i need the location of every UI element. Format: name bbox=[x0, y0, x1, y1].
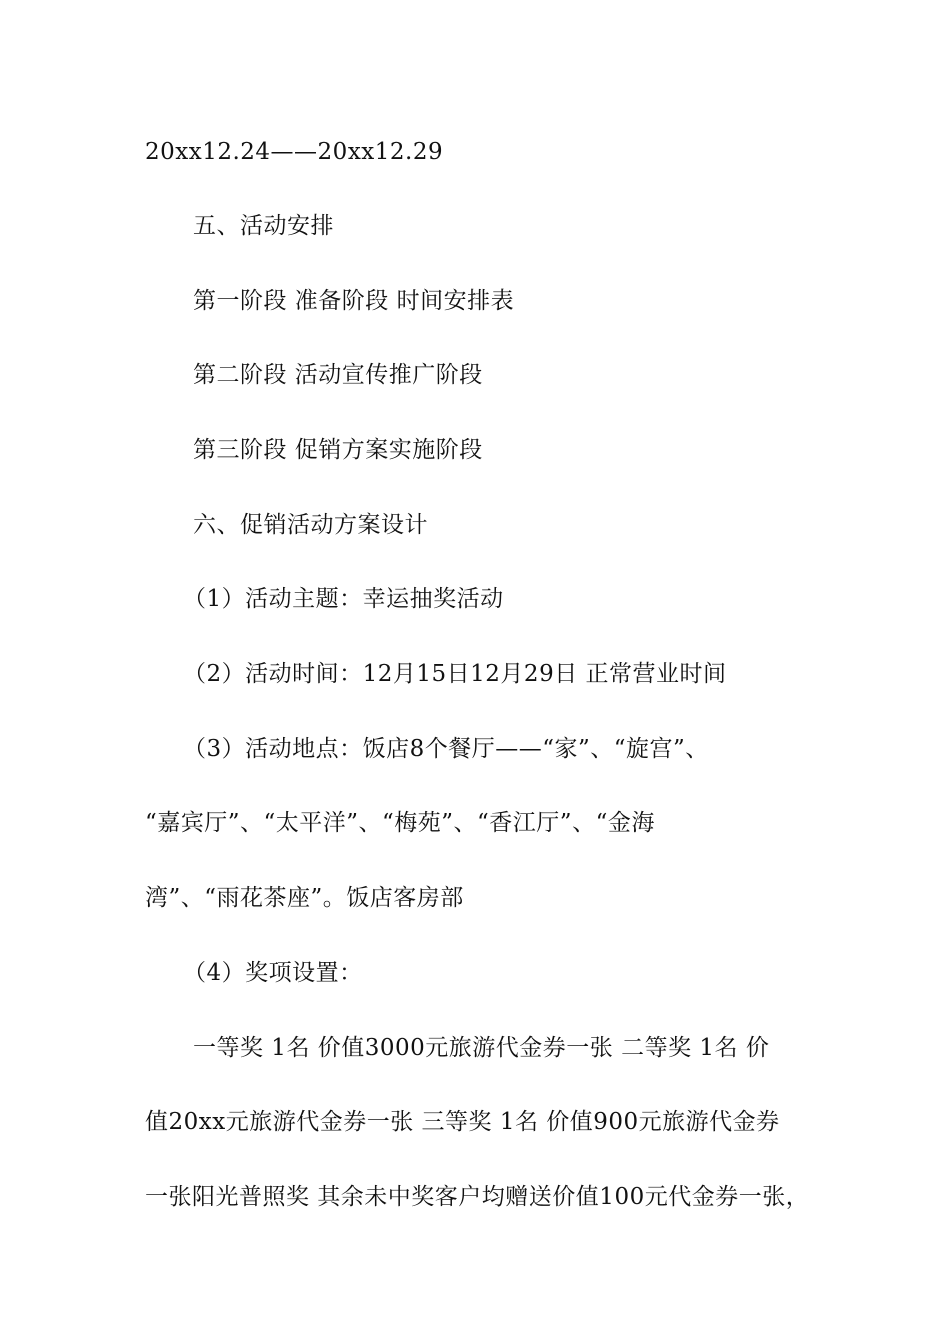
activity-theme-line: （1）活动主题：幸运抽奖活动 bbox=[183, 586, 504, 612]
prize-setting-heading: （4）奖项设置： bbox=[183, 960, 363, 986]
section-heading-promotion-design: 六、促销活动方案设计 bbox=[193, 512, 428, 538]
date-range-line: 20xx12.24——20xx12.29 bbox=[145, 139, 444, 165]
activity-time-line: （2）活动时间：12月15日12月29日 正常营业时间 bbox=[183, 661, 727, 687]
prize-detail-line-1: 一等奖 1名 价值3000元旅游代金券一张 二等奖 1名 价 bbox=[193, 1035, 770, 1061]
phase-three-line: 第三阶段 促销方案实施阶段 bbox=[193, 437, 483, 463]
activity-location-continued-line: “嘉宾厅”、“太平洋”、“梅苑”、“香江厅”、“金海 bbox=[145, 810, 655, 836]
activity-location-end-line: 湾”、“雨花茶座”。饭店客房部 bbox=[145, 885, 464, 911]
activity-location-line: （3）活动地点：饭店8个餐厅——“家”、“旋宫”、 bbox=[183, 736, 709, 762]
prize-detail-line-2: 值20xx元旅游代金券一张 三等奖 1名 价值900元旅游代金券 bbox=[145, 1109, 780, 1135]
section-heading-activity-arrangement: 五、活动安排 bbox=[193, 213, 334, 239]
phase-one-line: 第一阶段 准备阶段 时间安排表 bbox=[193, 288, 515, 314]
prize-detail-line-3: 一张阳光普照奖 其余未中奖客户均赠送价值100元代金券一张， bbox=[145, 1184, 810, 1210]
phase-two-line: 第二阶段 活动宣传推广阶段 bbox=[193, 362, 483, 388]
